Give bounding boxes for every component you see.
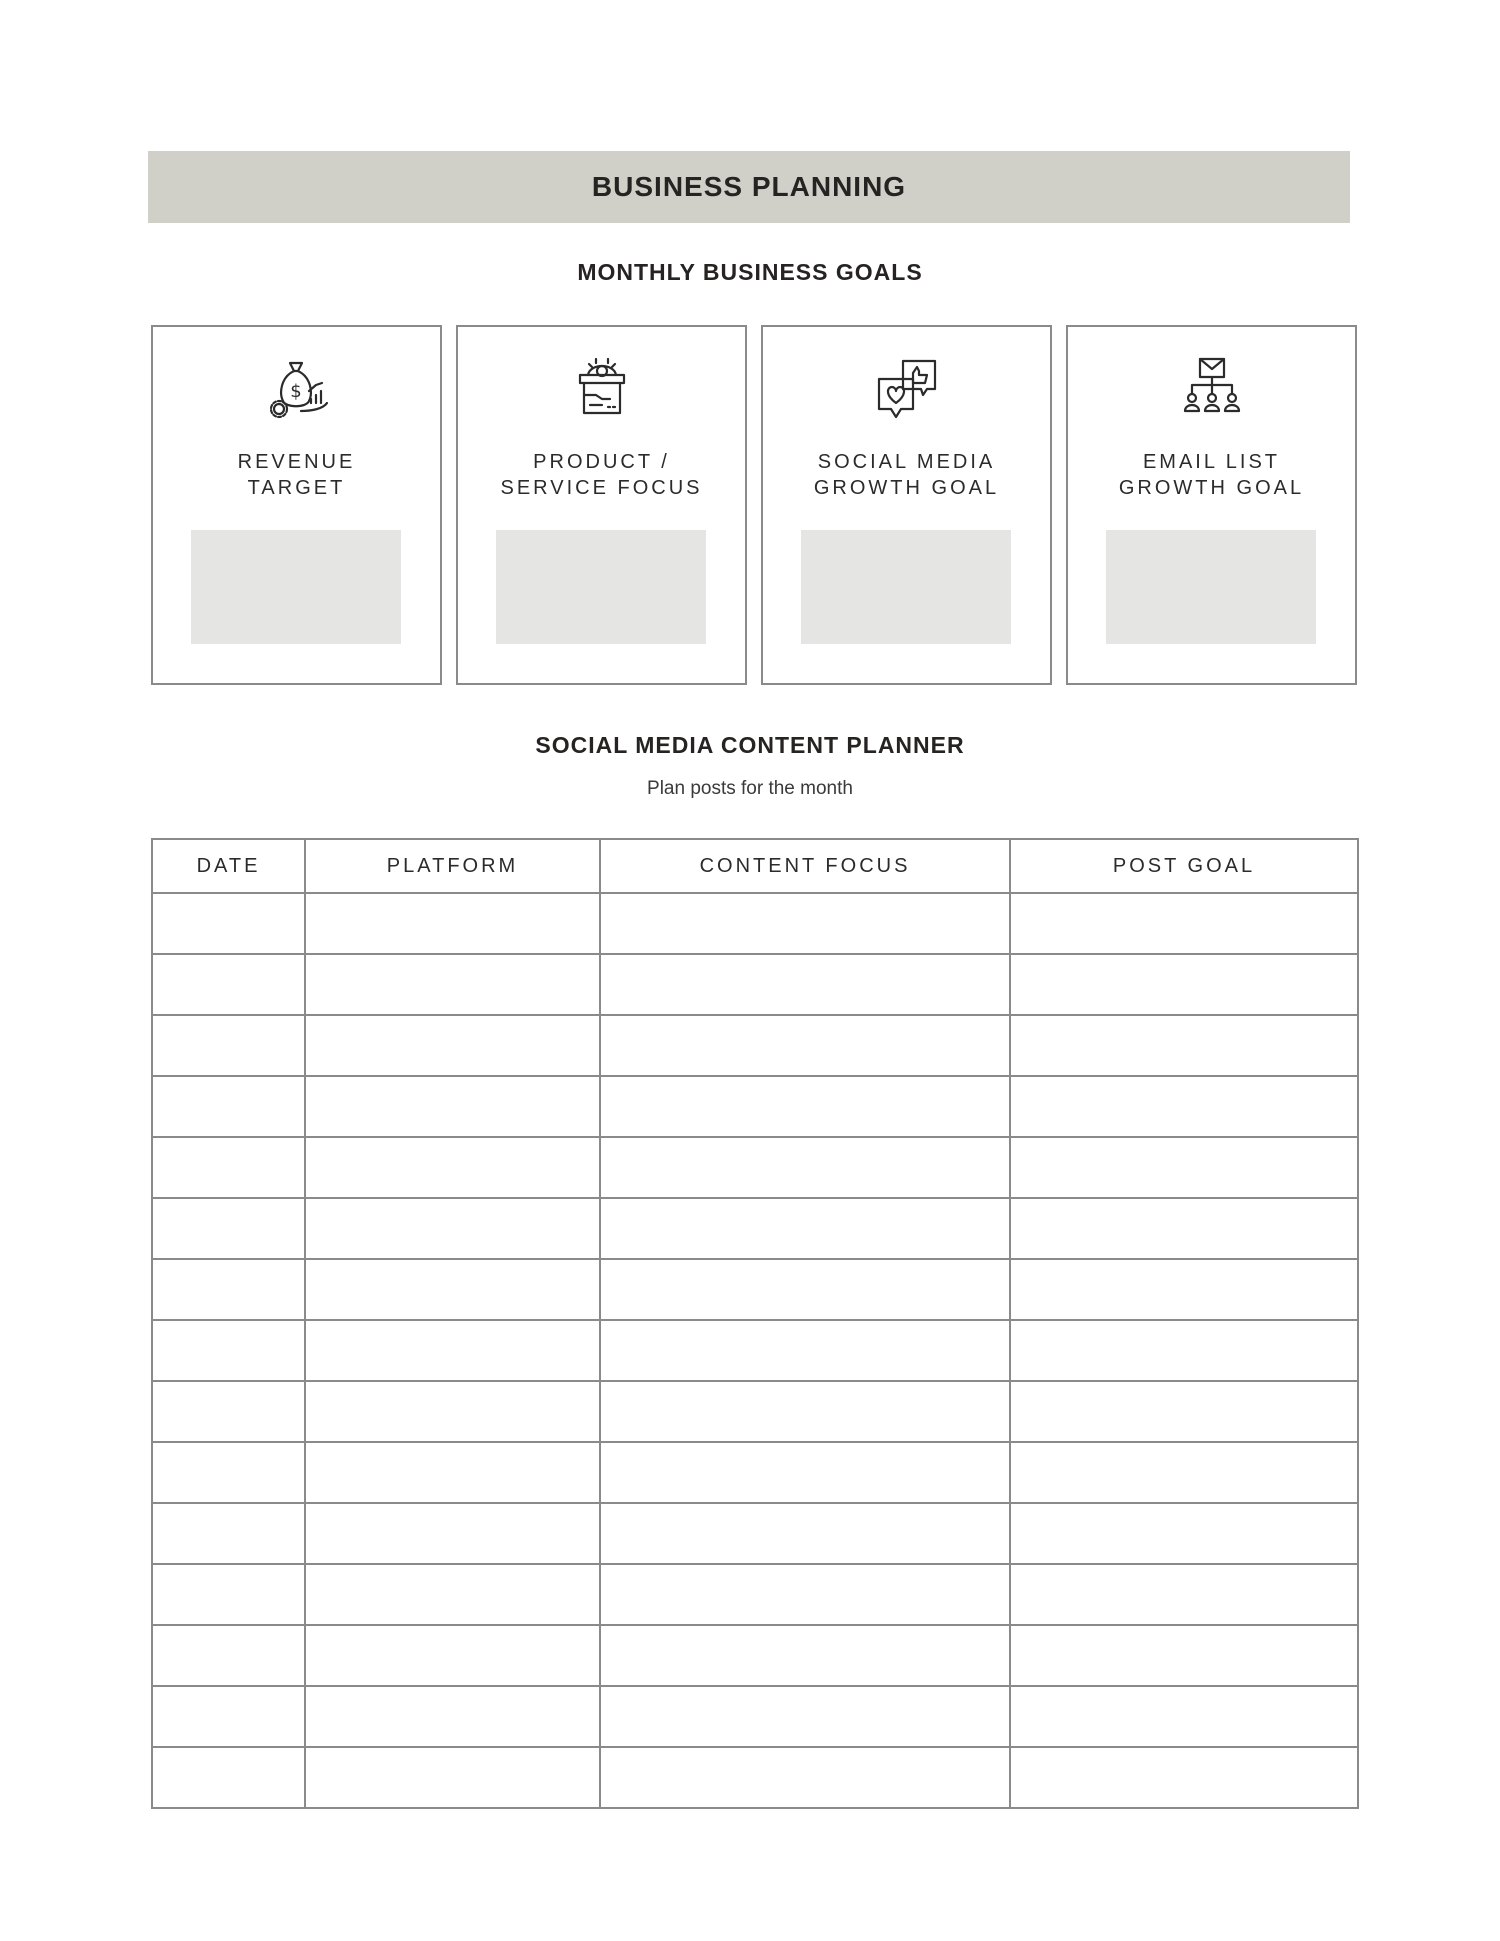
- cell-date[interactable]: [152, 1320, 305, 1381]
- content-planner-table: [151, 838, 1359, 1809]
- table-row: [152, 1259, 1358, 1320]
- cell-content-focus[interactable]: [600, 1076, 1010, 1137]
- cell-platform[interactable]: [305, 893, 600, 954]
- cell-platform[interactable]: [305, 1503, 600, 1564]
- cell-post-goal[interactable]: [1010, 1442, 1358, 1503]
- cell-content-focus[interactable]: [600, 1503, 1010, 1564]
- cell-platform[interactable]: [305, 1076, 600, 1137]
- cell-platform[interactable]: [305, 1381, 600, 1442]
- table-row: [152, 1381, 1358, 1442]
- table-row: [152, 1198, 1358, 1259]
- goals-section-title: MONTHLY BUSINESS GOALS: [577, 259, 923, 285]
- goal-cards: [151, 325, 1357, 685]
- cell-post-goal[interactable]: [1010, 1076, 1358, 1137]
- goal-card-label: SOCIAL MEDIA GROWTH GOAL: [813, 451, 1000, 499]
- cell-date[interactable]: [152, 1137, 305, 1198]
- table-row: [152, 1564, 1358, 1625]
- table-row: [152, 1686, 1358, 1747]
- cell-content-focus[interactable]: [600, 1564, 1010, 1625]
- product-focus-input[interactable]: [496, 530, 706, 644]
- table-row: [152, 1137, 1358, 1198]
- money-bag-icon: [261, 353, 333, 425]
- cell-platform[interactable]: [305, 954, 600, 1015]
- column-header-platform: PLATFORM: [305, 839, 600, 893]
- cell-date[interactable]: [152, 1259, 305, 1320]
- cell-content-focus[interactable]: [600, 1137, 1010, 1198]
- cell-content-focus[interactable]: [600, 1747, 1010, 1808]
- cell-date[interactable]: [152, 1381, 305, 1442]
- table-body: [152, 893, 1358, 1808]
- cell-content-focus[interactable]: [600, 1686, 1010, 1747]
- cell-content-focus[interactable]: [600, 1625, 1010, 1686]
- cell-date[interactable]: [152, 1442, 305, 1503]
- planner-subtitle: Plan posts for the month: [647, 778, 853, 799]
- cell-platform[interactable]: [305, 1320, 600, 1381]
- column-header-date: DATE: [152, 839, 305, 893]
- cell-content-focus[interactable]: [600, 1259, 1010, 1320]
- cell-date[interactable]: [152, 1503, 305, 1564]
- cell-date[interactable]: [152, 1625, 305, 1686]
- cell-platform[interactable]: [305, 1564, 600, 1625]
- table-header-row: [152, 839, 1358, 893]
- cell-post-goal[interactable]: [1010, 1686, 1358, 1747]
- cell-platform[interactable]: [305, 1747, 600, 1808]
- goal-card-label: PRODUCT / SERVICE FOCUS: [500, 451, 703, 499]
- cell-post-goal[interactable]: [1010, 893, 1358, 954]
- cell-post-goal[interactable]: [1010, 1137, 1358, 1198]
- social-growth-input[interactable]: [801, 530, 1011, 644]
- cell-date[interactable]: [152, 1015, 305, 1076]
- table-row: [152, 1747, 1358, 1808]
- cell-post-goal[interactable]: [1010, 1198, 1358, 1259]
- cell-date[interactable]: [152, 1747, 305, 1808]
- cell-post-goal[interactable]: [1010, 954, 1358, 1015]
- cell-platform[interactable]: [305, 1259, 600, 1320]
- cell-post-goal[interactable]: [1010, 1320, 1358, 1381]
- table-row: [152, 1442, 1358, 1503]
- email-network-icon: [1176, 353, 1248, 425]
- email-growth-input[interactable]: [1106, 530, 1316, 644]
- goal-card-label: EMAIL LIST GROWTH GOAL: [1118, 451, 1305, 499]
- goal-card-product: [456, 325, 747, 685]
- cell-post-goal[interactable]: [1010, 1015, 1358, 1076]
- page-title: BUSINESS PLANNING: [591, 171, 907, 202]
- social-chat-icon: [871, 353, 943, 425]
- cell-content-focus[interactable]: [600, 1381, 1010, 1442]
- page-banner: [148, 151, 1350, 223]
- cell-date[interactable]: [152, 893, 305, 954]
- table-row: [152, 1076, 1358, 1137]
- table-row: [152, 1015, 1358, 1076]
- svg-text:$: $: [289, 381, 302, 402]
- goal-card-revenue: [151, 325, 442, 685]
- cell-date[interactable]: [152, 1564, 305, 1625]
- cell-platform[interactable]: [305, 1015, 600, 1076]
- cell-platform[interactable]: [305, 1137, 600, 1198]
- cell-date[interactable]: [152, 1686, 305, 1747]
- cell-platform[interactable]: [305, 1686, 600, 1747]
- cell-post-goal[interactable]: [1010, 1747, 1358, 1808]
- cell-content-focus[interactable]: [600, 954, 1010, 1015]
- cell-content-focus[interactable]: [600, 1442, 1010, 1503]
- cell-platform[interactable]: [305, 1442, 600, 1503]
- cell-date[interactable]: [152, 1076, 305, 1137]
- product-box-icon: [566, 353, 638, 425]
- cell-date[interactable]: [152, 954, 305, 1015]
- cell-date[interactable]: [152, 1198, 305, 1259]
- cell-post-goal[interactable]: [1010, 1625, 1358, 1686]
- cell-content-focus[interactable]: [600, 1320, 1010, 1381]
- table-row: [152, 893, 1358, 954]
- revenue-target-input[interactable]: [191, 530, 401, 644]
- goal-card-label: REVENUE TARGET: [237, 451, 356, 499]
- cell-platform[interactable]: [305, 1625, 600, 1686]
- cell-post-goal[interactable]: [1010, 1381, 1358, 1442]
- cell-content-focus[interactable]: [600, 893, 1010, 954]
- column-header-content-focus: CONTENT FOCUS: [600, 839, 1010, 893]
- cell-platform[interactable]: [305, 1198, 600, 1259]
- cell-content-focus[interactable]: [600, 1198, 1010, 1259]
- cell-post-goal[interactable]: [1010, 1503, 1358, 1564]
- planner-section-title: SOCIAL MEDIA CONTENT PLANNER: [535, 732, 965, 758]
- cell-post-goal[interactable]: [1010, 1259, 1358, 1320]
- goal-card-social: [761, 325, 1052, 685]
- table-row: [152, 954, 1358, 1015]
- goal-card-email: [1066, 325, 1357, 685]
- column-header-post-goal: POST GOAL: [1010, 839, 1358, 893]
- cell-post-goal[interactable]: [1010, 1564, 1358, 1625]
- table-row: [152, 1503, 1358, 1564]
- table-row: [152, 1320, 1358, 1381]
- cell-content-focus[interactable]: [600, 1015, 1010, 1076]
- table-row: [152, 1625, 1358, 1686]
